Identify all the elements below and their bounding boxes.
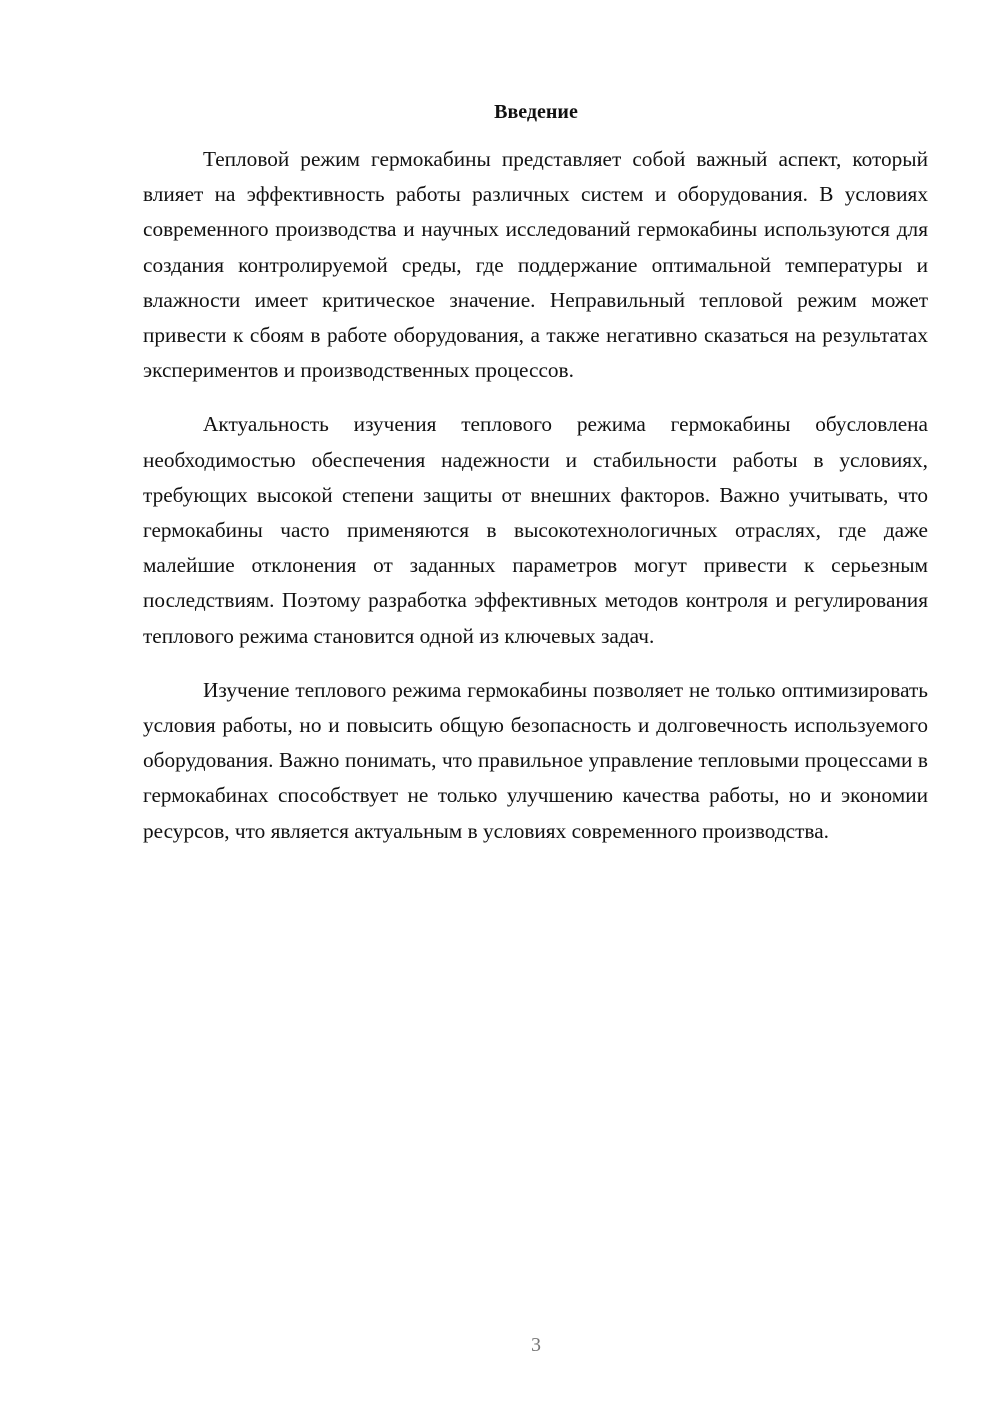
- paragraph-1: Тепловой режим гермокабины представляет собой важный аспект, который влияет на эффективность работы различных систем и оборудования. В условиях современного производства и научных исследований гермокабины используются для создания контролируемой среды, где поддержание оптимальной температуры и влажности имеет критическое значение. Неправильный тепловой режим может привести к сбоям в работе оборудования, а также негативно сказаться на результатах экспериментов и производственных процессов.: [143, 147, 928, 383]
- page-number: 3: [531, 1334, 541, 1356]
- body-text: [143, 142, 928, 868]
- paragraph-2: Актуальность изучения теплового режима гермокабины обусловлена необходимостью обеспечения надежности и стабильности работы в условиях, требующих высокой степени защиты от внешних факторов. Важно учитывать, что гермокабины часто применяются в высокотехнологичных отраслях, где даже малейшие отклонения от заданных параметров могут привести к серьезным последствиям. Поэтому разработка эффективных методов контроля и регулирования теплового режима становится одной из ключевых задач.: [143, 412, 928, 648]
- paragraph-3: Изучение теплового режима гермокабины позволяет не только оптимизировать условия работы, но и повысить общую безопасность и долговечность используемого оборудования. Важно понимать, что правильное управление тепловыми процессами в гермокабинах способствует не только улучшению качества работы, но и экономии ресурсов, что является актуальным в условиях современного производства.: [143, 677, 928, 843]
- page-title: Введение: [494, 101, 578, 123]
